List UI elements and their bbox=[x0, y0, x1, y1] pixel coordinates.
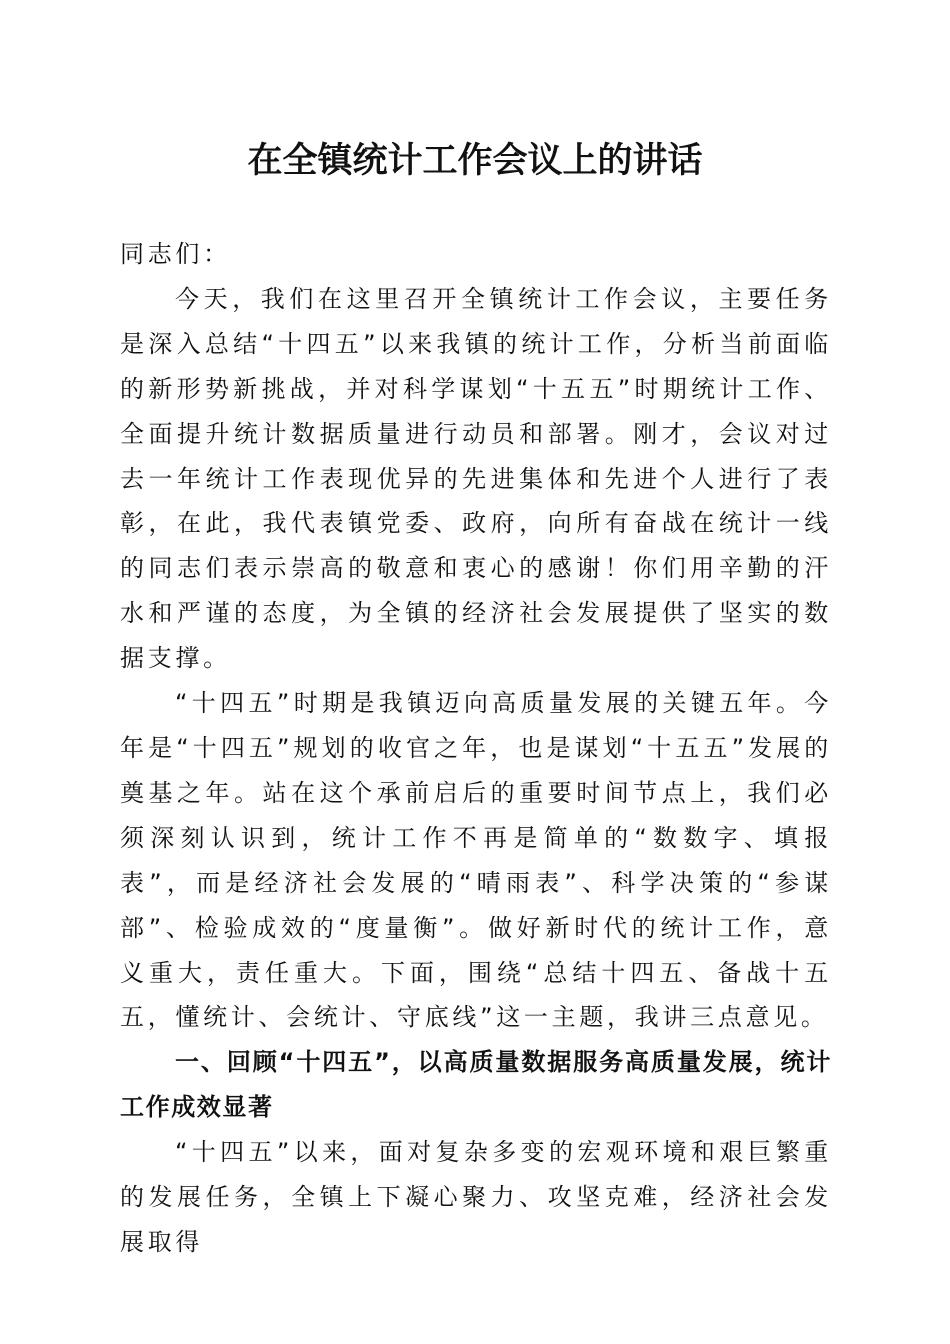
section-heading-1: 一、回顾“十四五”，以高质量数据服务高质量发展，统计工作成效显著 bbox=[120, 1048, 832, 1122]
document-body bbox=[120, 232, 832, 1265]
paragraph-context: “十四五”时期是我镇迈向高质量发展的关键五年。今年是“十四五”规划的收官之年，也是谋划“十五五”发展的奠基之年。站在这个承前启后的重要时间节点上，我们必须深刻认识到，统计工作不再是简单的“数数字、填报表”，而是经济社会发展的“晴雨表”、科学决策的“参谋部”、检验成效的“度量衡”。做好新时代的统计工作，意义重大，责任重大。下面，围绕“总结十四五、备战十五五，懂统计、会统计、守底线”这一主题，我讲三点意见。 bbox=[120, 689, 832, 1032]
document-title: 在全镇统计工作会议上的讲话 bbox=[247, 140, 703, 181]
paragraph-section-1: “十四五”以来，面对复杂多变的宏观环境和艰巨繁重的发展任务，全镇上下凝心聚力、攻坚克难，经济社会发展取得 bbox=[120, 1138, 832, 1256]
salutation: 同志们： bbox=[120, 240, 231, 268]
paragraph-opening: 今天，我们在这里召开全镇统计工作会议，主要任务是深入总结“十四五”以来我镇的统计工作，分析当前面临的新形势新挑战，并对科学谋划“十五五”时期统计工作、全面提升统计数据质量进行动员和部署。刚才，会议对过去一年统计工作表现优异的先进集体和先进个人进行了表彰，在此，我代表镇党委、政府，向所有奋战在统计一线的同志们表示崇高的敬意和衷心的感谢！你们用辛勤的汗水和严谨的态度，为全镇的经济社会发展提供了坚实的数据支撑。 bbox=[120, 284, 832, 673]
